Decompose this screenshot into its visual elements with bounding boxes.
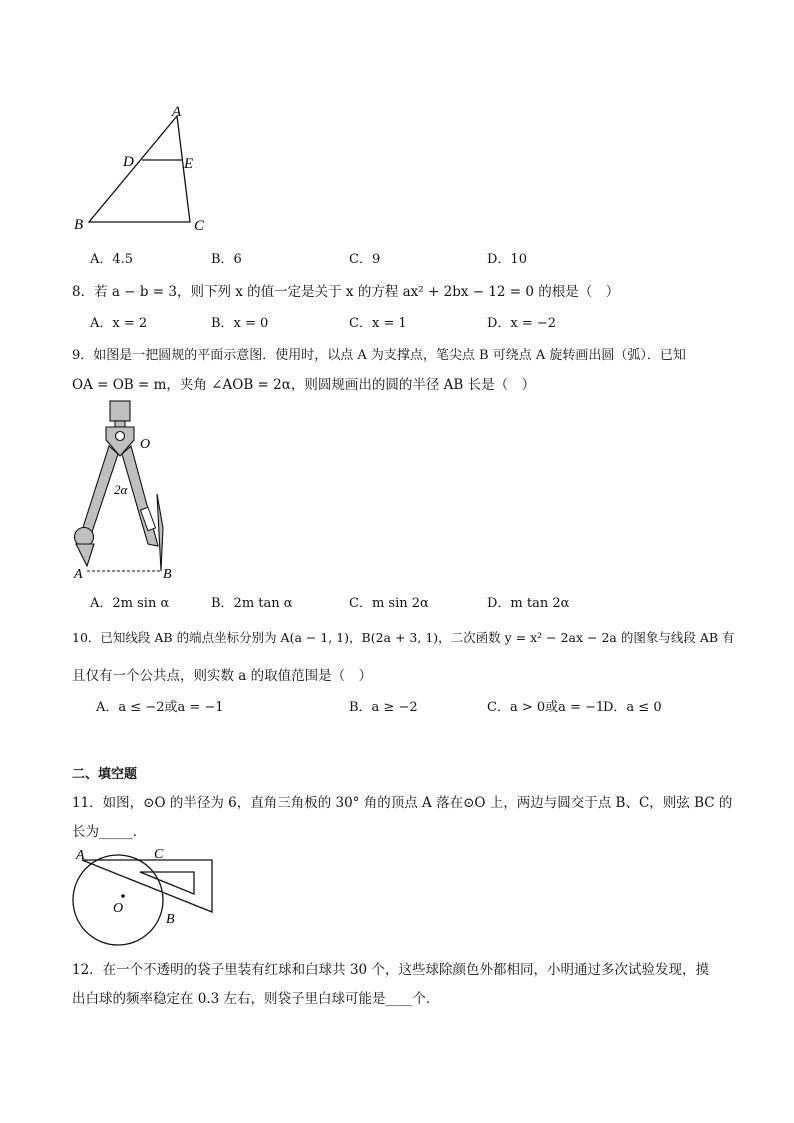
label-c: C bbox=[194, 218, 205, 234]
compass-label-angle: 2α bbox=[114, 482, 128, 497]
q12-line2: 出白球的频率稳定在 0.3 左右，则袋子里白球可能是____个． bbox=[72, 991, 440, 1007]
triangle-figure bbox=[60, 98, 230, 238]
q11-line2: 长为_____． bbox=[72, 824, 147, 840]
q8-option-a[interactable]: A．x = 2 bbox=[90, 316, 148, 331]
circle-label-o: O bbox=[113, 901, 124, 916]
q9-option-a[interactable]: A．2m sin α bbox=[90, 596, 170, 611]
label-a: A bbox=[172, 104, 182, 120]
circle-label-c: C bbox=[154, 847, 164, 862]
circle-label-a: A bbox=[76, 848, 85, 863]
q7-option-c[interactable]: C．9 bbox=[349, 252, 381, 267]
q8-option-d[interactable]: D．x = −2 bbox=[487, 316, 557, 331]
q12-line1: 12．在一个不透明的袋子里装有红球和白球共 30 个，这些球除颜色外都相同，小明通过多次试验发现，摸 bbox=[72, 962, 709, 978]
compass-figure bbox=[62, 396, 192, 586]
q10-line1: 10．已知线段 AB 的端点坐标分别为 A(a − 1, 1)，B(2a + 3, 1)，二次函数 y = x² − 2ax − 2a 的图象与线段 AB 有 bbox=[72, 630, 735, 645]
q7-option-a[interactable]: A．4.5 bbox=[90, 252, 134, 267]
q8-option-c[interactable]: C．x = 1 bbox=[349, 316, 407, 331]
label-b: B bbox=[74, 217, 84, 233]
label-e: E bbox=[184, 156, 194, 172]
q9-line2: OA = OB = m，夹角 ∠AOB = 2α，则圆规画出的圆的半径 AB 长是（ ） bbox=[72, 377, 536, 393]
section-title: 二、填空题 bbox=[72, 767, 138, 782]
q10-line2: 且仅有一个公共点，则实数 a 的取值范围是（ ） bbox=[72, 668, 373, 684]
q8-text: 8．若 a − b = 3，则下列 x 的值一定是关于 x 的方程 ax² + 2bx − 12 = 0 的根是（ ） bbox=[72, 284, 620, 300]
q9-line1: 9．如图是一把圆规的平面示意图．使用时，以点 A 为支撑点，笔尖点 B 可绕点 A 旋转画出圆（弧）．已知 bbox=[72, 348, 686, 363]
q8-option-b[interactable]: B．x = 0 bbox=[211, 316, 269, 331]
q10-option-d[interactable]: D．a ≤ 0 bbox=[603, 700, 662, 715]
q9-option-c[interactable]: C．m sin 2α bbox=[349, 596, 429, 611]
label-d: D bbox=[123, 154, 134, 170]
q10-option-c[interactable]: C．a > 0或a = −1 bbox=[487, 700, 605, 715]
q7-option-d[interactable]: D．10 bbox=[487, 252, 527, 267]
compass-label-a: A bbox=[74, 567, 83, 582]
compass-label-o: O bbox=[140, 437, 151, 452]
q9-option-b[interactable]: B．2m tan α bbox=[211, 596, 293, 611]
q11-line1: 11．如图，⊙O 的半径为 6，直角三角板的 30° 角的顶点 A 落在⊙O 上，两边与圆交于点 B、C，则弦 BC 的 bbox=[72, 795, 733, 811]
q10-option-a[interactable]: A．a ≤ −2或a = −1 bbox=[96, 700, 224, 715]
circle-label-b: B bbox=[166, 912, 175, 927]
q10-option-b[interactable]: B．a ≥ −2 bbox=[349, 700, 418, 715]
circle-triangle-figure bbox=[68, 842, 228, 950]
compass-label-b: B bbox=[163, 567, 172, 582]
q9-option-d[interactable]: D．m tan 2α bbox=[487, 596, 570, 611]
q7-option-b[interactable]: B．6 bbox=[211, 252, 242, 267]
